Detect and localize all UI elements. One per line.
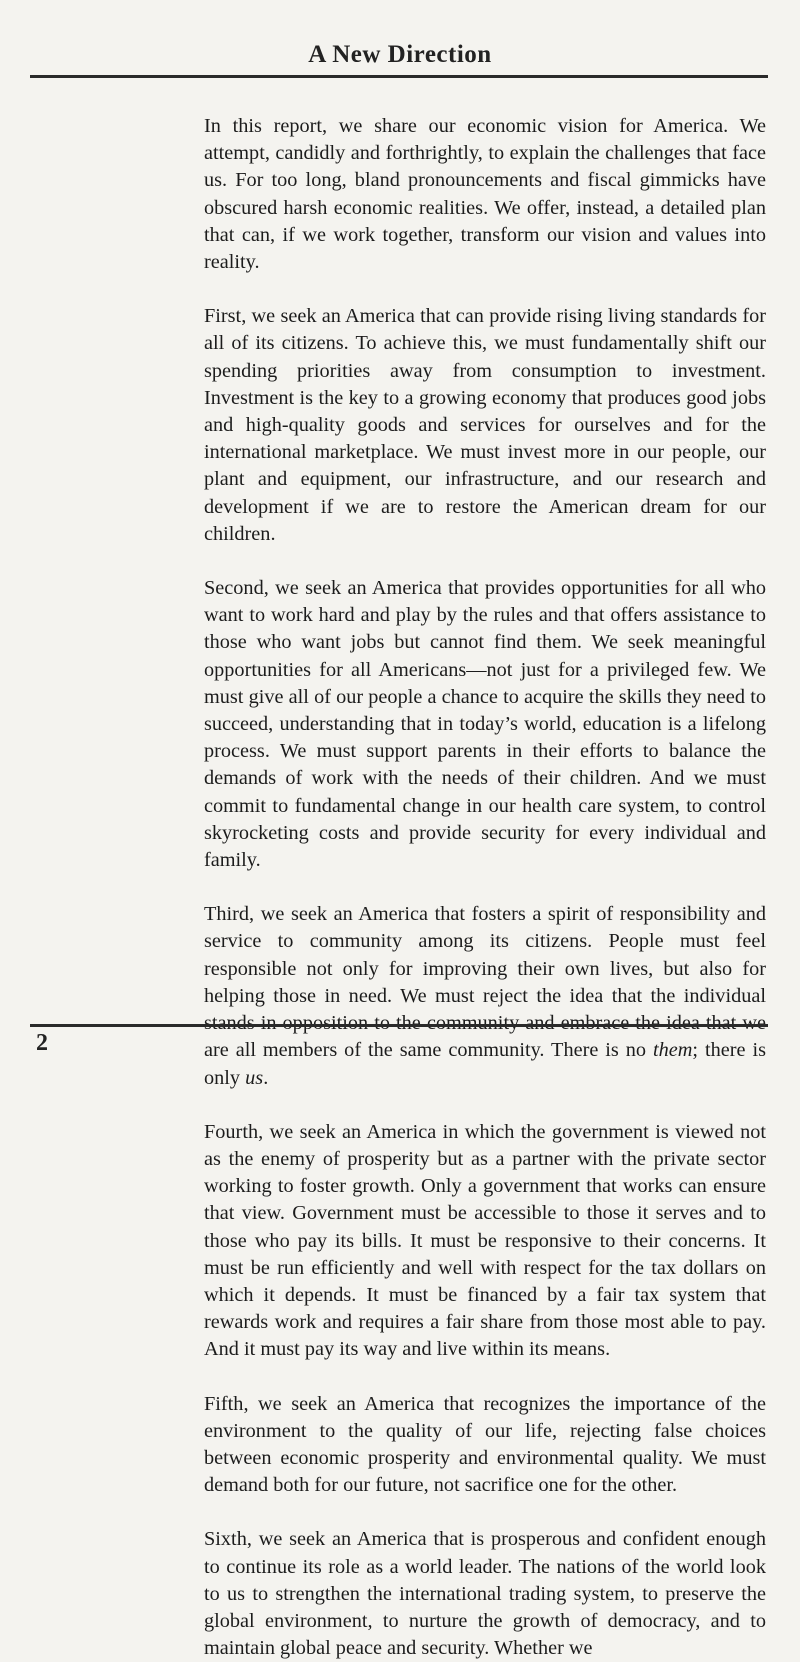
paragraph-third-emphasis-us: us [245,1066,264,1089]
paragraph-first: First, we seek an America that can provide rising living standards for all of its citizens. To achieve this, we must fundamentally shift our spending priorities away from consumption to investment. Investment is the key to a growing economy that produces good jobs and high-quality goods and services for ourselves and for the international marketplace. We must invest more in our people, our plant and equipment, our infrastructure, and our research and development if we are to restore the American dream for our children. [204,305,766,545]
page-number: 2 [36,1030,48,1056]
header-rule [30,75,768,78]
body-text [204,113,766,1662]
paragraph-third [204,901,766,1091]
paragraph-third-emphasis-them: them [652,1039,693,1062]
footer-rule [30,1024,768,1027]
paragraph-third-text-b: ; there is only [204,1039,766,1089]
paragraph-sixth: Sixth, we seek an America that is prosperous and confident enough to continue its role as a world leader. The nations of the world look to us to strengthen the international trading system, to preserve the global environment, to nurture the growth of democracy, and to maintain global peace and security. Whether we [204,1528,766,1660]
paragraph-second: Second, we seek an America that provides opportunities for all who want to work hard and play by the rules and that offers assistance to those who want jobs but cannot find them. We seek meaningful opportunities for all Americans—not just for a privileged few. We must give all of our people a chance to acquire the skills they need to succeed, understanding that in today’s world, education is a lifelong process. We must support parents in their efforts to balance the demands of work with the needs of their children. And we must commit to fundamental change in our health care system, to control skyrocketing costs and provide security for every individual and family. [204,577,766,872]
paragraph-third-text-c: . [263,1066,269,1089]
paragraph-fourth: Fourth, we seek an America in which the government is viewed not as the enemy of prosperity but as a partner with the private sector working to foster growth. Only a government that works can ensure that view. Government must be accessible to those it serves and to those who pay its bills. It must be responsive to their concerns. It must be run efficiently and well with respect for the tax dollars on which it depends. It must be financed by a fair tax system that rewards work and requires a fair share from those most able to pay. And it must pay its way and live within its means. [204,1120,766,1361]
paragraph-intro: In this report, we share our economic vision for America. We attempt, candidly and forthrightly, to explain the challenges that face us. For too long, bland pronouncements and fiscal gimmicks have obscured harsh economic realities. We offer, instead, a detailed plan that can, if we work together, transform our vision and values into reality. [204,115,766,274]
page-header-title: A New Direction [308,41,492,68]
paragraph-fifth: Fifth, we seek an America that recognizes the importance of the environment to the quality of our life, rejecting false choices between economic prosperity and environmental quality. We must demand both for our future, not sacrifice one for the other. [204,1392,766,1497]
paragraph-third-text-a: Third, we seek an America that fosters a spirit of responsibility and service to community among its citizens. People must feel responsible not only for improving their own lives, but also for helping those in need. We must reject the idea that the individual are all members of the same community. There is no [204,903,766,1062]
